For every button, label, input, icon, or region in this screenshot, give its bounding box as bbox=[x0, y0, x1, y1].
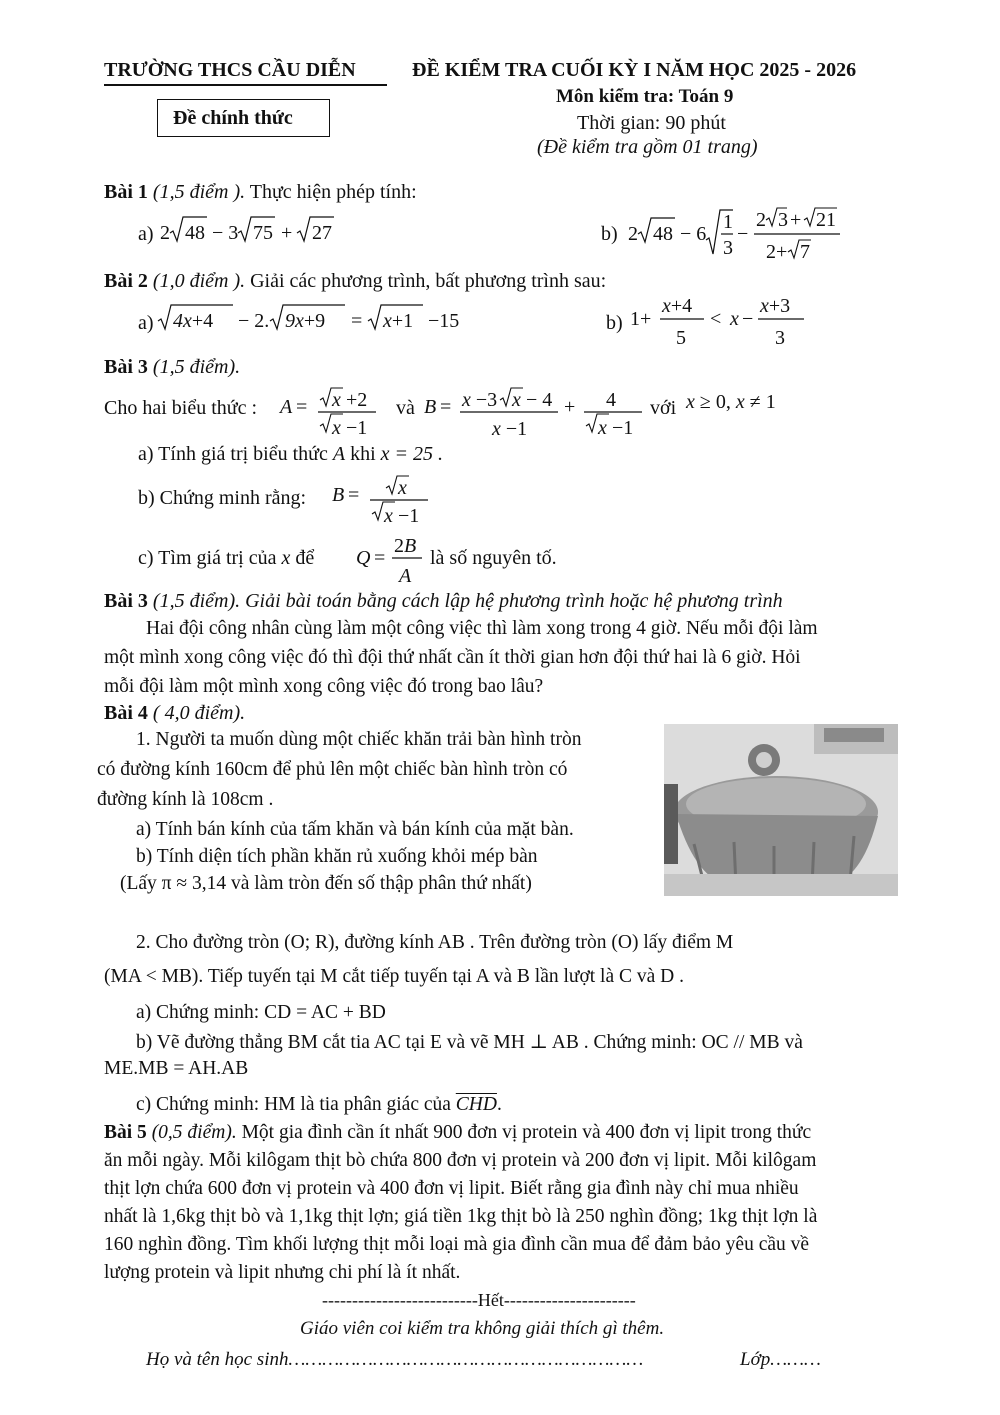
svg-text:48: 48 bbox=[185, 222, 205, 244]
school-name: TRƯỜNG THCS CẦU DIỄN bbox=[104, 59, 356, 81]
svg-text:− 3: − 3 bbox=[212, 222, 239, 244]
bai3b-heading bbox=[104, 590, 783, 613]
svg-text:2+: 2+ bbox=[766, 241, 788, 263]
bai1-a-label: a) bbox=[138, 223, 154, 245]
svg-text:2: 2 bbox=[628, 223, 638, 245]
svg-text:−: − bbox=[737, 223, 749, 245]
bai4-p2-line2: (MA < MB). Tiếp tuyến tại M cắt tiếp tuyến tại A và B lần lượt là C và D . bbox=[104, 966, 685, 987]
svg-text:21: 21 bbox=[816, 209, 836, 231]
student-name-field: Họ và tên học sinh……………………………………………………… bbox=[146, 1349, 644, 1370]
svg-text:4x+4: 4x+4 bbox=[173, 310, 214, 332]
bai4-p2-line1: 2. Cho đường tròn (O; R), đường kính AB . Trên đường tròn (O) lấy điểm M bbox=[136, 932, 734, 953]
proctor-note: Giáo viên coi kiểm tra không giải thích gì thêm. bbox=[300, 1318, 665, 1339]
svg-text:x+1: x+1 bbox=[383, 310, 414, 332]
svg-text:75: 75 bbox=[253, 222, 273, 244]
svg-text:x: x bbox=[332, 417, 341, 439]
bai3-a-cond: x = 25 . bbox=[380, 443, 444, 465]
bai1-title: Bài 1 bbox=[104, 181, 148, 203]
bai3-condition bbox=[686, 386, 796, 416]
svg-text:2B: 2B bbox=[394, 535, 417, 557]
subject-line: Môn kiểm tra: Toán 9 bbox=[556, 86, 734, 107]
bai2-title: Bài 2 bbox=[104, 270, 148, 292]
bai5-line5: 160 nghìn đồng. Tìm khối lượng thịt mỗi loại mà gia đình cần mua để đảm bảo yêu cầu về bbox=[104, 1234, 810, 1255]
svg-text:+2: +2 bbox=[346, 389, 368, 411]
bai3-c-var: x bbox=[281, 547, 291, 569]
bai4-p1-b: b) Tính diện tích phần khăn rủ xuống khỏi mép bàn bbox=[136, 846, 538, 867]
svg-text:2: 2 bbox=[160, 222, 170, 244]
svg-text:+: + bbox=[564, 396, 576, 418]
official-label: Đề chính thức bbox=[173, 107, 293, 129]
bai5-line2: ăn mỗi ngày. Mỗi kilôgam thịt bò chứa 800 đơn vị protein và 200 đơn vị lipit. Mỗi kilôgam bbox=[104, 1150, 817, 1171]
svg-text:x: x bbox=[398, 477, 407, 499]
svg-text:1+: 1+ bbox=[630, 308, 652, 330]
school-underline bbox=[104, 84, 387, 86]
bai3b-instruction: Giải bài toán bằng cách lập hệ phương trình hoặc hệ phương trình bbox=[245, 590, 783, 612]
bai4-p1-line3: đường kính là 108cm . bbox=[97, 789, 274, 810]
bai3b-line3: mỗi đội làm một mình xong công việc đó trong bao lâu? bbox=[104, 676, 544, 697]
bai3-a-when: khi bbox=[350, 443, 376, 465]
bai4-p1-line2: có đường kính 160cm để phủ lên một chiếc bàn hình tròn có bbox=[97, 759, 568, 780]
bai5-line6: lượng protein và lipit nhưng chi phí là ít nhất. bbox=[104, 1262, 461, 1283]
svg-text:x: x bbox=[332, 389, 341, 411]
svg-text:=: = bbox=[440, 396, 452, 418]
svg-text:x −3: x −3 bbox=[462, 389, 498, 411]
svg-text:x: x bbox=[384, 505, 393, 527]
bai3-heading bbox=[104, 356, 240, 379]
bai2-a-formula bbox=[158, 298, 468, 338]
bai1-heading bbox=[104, 181, 417, 204]
bai4-title: Bài 4 bbox=[104, 702, 148, 724]
svg-text:4: 4 bbox=[606, 389, 616, 411]
bai5-line1-wrap bbox=[104, 1122, 811, 1144]
bai3-a-text: a) Tính giá trị biểu thức bbox=[138, 443, 328, 465]
bai2-heading bbox=[104, 270, 606, 293]
svg-text:+: + bbox=[281, 222, 293, 244]
tablecloth-photo bbox=[664, 724, 898, 896]
bai3b-line1: Hai đội công nhân cùng làm một công việc thì làm xong trong 4 giờ. Nếu mỗi đội làm bbox=[146, 618, 818, 639]
svg-text:<: < bbox=[710, 308, 722, 330]
bai5-line4: nhất là 1,6kg thịt bò và 1,1kg thịt lợn; giá tiền 1kg thịt bò là 250 nghìn đồng; 1kg thịt lợn là bbox=[104, 1206, 818, 1227]
bai1-points: (1,5 điểm ). bbox=[152, 181, 246, 203]
bai5-points: (0,5 điểm). bbox=[151, 1122, 237, 1143]
bai3-intro: Cho hai biểu thức : bbox=[104, 397, 258, 419]
bai3-c-formula bbox=[356, 530, 426, 590]
svg-text:=: = bbox=[348, 484, 360, 506]
bai5-title: Bài 5 bbox=[104, 1122, 147, 1143]
bai5-line1: Một gia đình cần ít nhất 900 đơn vị protein và 400 đơn vị lipit trong thức bbox=[241, 1122, 812, 1143]
svg-text:x: x bbox=[598, 417, 607, 439]
svg-text:−1: −1 bbox=[346, 417, 368, 439]
bai3-a-var: A bbox=[332, 443, 346, 465]
svg-text:x: x bbox=[730, 308, 739, 330]
bai3-title: Bài 3 bbox=[104, 356, 148, 378]
bai2-points: (1,0 điểm ). bbox=[152, 270, 246, 292]
svg-text:1: 1 bbox=[723, 211, 733, 233]
bai4-p2-b2: ME.MB = AH.AB bbox=[104, 1058, 249, 1079]
bai3b-line2: một mình xong công việc đó thì đội thứ nhất cần ít thời gian hơn đội thứ hai là 6 giờ. Hỏi bbox=[104, 647, 801, 668]
bai5-line3: thịt lợn chứa 600 đơn vị protein và 400 đơn vị lipit. Biết rằng gia đình này chỉ mua nhiều bbox=[104, 1178, 799, 1199]
bai1-a-formula bbox=[160, 210, 350, 250]
expr-A bbox=[280, 378, 390, 442]
svg-text:5: 5 bbox=[676, 327, 686, 349]
bai3-with: với bbox=[650, 397, 677, 419]
svg-text:B: B bbox=[424, 396, 437, 418]
svg-text:−: − bbox=[742, 308, 754, 330]
bai2-b-label: b) bbox=[606, 312, 623, 334]
svg-text:B: B bbox=[332, 484, 345, 506]
svg-text:x: x bbox=[512, 389, 521, 411]
svg-text:48: 48 bbox=[653, 223, 673, 245]
bai4-p2-c-end: . bbox=[496, 1094, 502, 1115]
bai3-c-line bbox=[138, 547, 314, 570]
svg-text:9x+9: 9x+9 bbox=[285, 310, 326, 332]
svg-text:+: + bbox=[790, 209, 802, 231]
bai4-p1-line1: 1. Người ta muốn dùng một chiếc khăn trải bàn hình tròn bbox=[136, 729, 582, 750]
svg-text:=: = bbox=[296, 396, 308, 418]
bai3-c-for: để bbox=[295, 547, 315, 569]
bai1-prompt: Thực hiện phép tính: bbox=[249, 181, 417, 203]
bai3-b-text: b) Chứng minh rằng: bbox=[138, 487, 307, 509]
svg-text:7: 7 bbox=[800, 241, 810, 263]
exam-title: ĐỀ KIỂM TRA CUỐI KỲ I NĂM HỌC 2025 - 2026 bbox=[412, 59, 857, 81]
svg-text:− 2.: − 2. bbox=[238, 310, 270, 332]
svg-text:− 4: − 4 bbox=[526, 389, 553, 411]
svg-text:A: A bbox=[399, 565, 412, 587]
bai1-b-label: b) bbox=[601, 223, 618, 245]
exam-time: Thời gian: 90 phút bbox=[577, 112, 726, 134]
bai3-a-line bbox=[138, 443, 443, 466]
bai4-p2-b1: b) Vẽ đường thẳng BM cắt tia AC tại E và vẽ MH ⊥ AB . Chứng minh: OC // MB và bbox=[136, 1032, 803, 1053]
bai2-prompt: Giải các phương trình, bất phương trình sau: bbox=[250, 270, 607, 292]
bai4-p1-note: (Lấy π ≈ 3,14 và làm tròn đến số thập phân thứ nhất) bbox=[120, 873, 532, 894]
svg-text:x −1: x −1 bbox=[492, 418, 528, 440]
svg-text:3: 3 bbox=[778, 209, 788, 231]
bai1-b-formula bbox=[626, 200, 846, 264]
bai3-and: và bbox=[396, 397, 415, 419]
svg-text:3: 3 bbox=[723, 237, 733, 259]
svg-text:−1: −1 bbox=[398, 505, 420, 527]
bai3b-points: (1,5 điểm). bbox=[152, 590, 241, 612]
bai4-points: ( 4,0 điểm). bbox=[152, 702, 246, 724]
official-box bbox=[157, 99, 330, 137]
bai4-p1-a: a) Tính bán kính của tấm khăn và bán kính của mặt bàn. bbox=[136, 819, 574, 840]
bai3-b-formula bbox=[332, 466, 442, 530]
pages-note: (Đề kiểm tra gồm 01 trang) bbox=[537, 136, 758, 158]
bai3-points: (1,5 điểm). bbox=[152, 356, 241, 378]
svg-text:x+4: x+4 bbox=[662, 295, 693, 317]
bai4-p2-c-text: c) Chứng minh: HM là tia phân giác của bbox=[136, 1094, 451, 1115]
svg-text:3: 3 bbox=[775, 327, 785, 349]
svg-text:=: = bbox=[374, 547, 386, 569]
svg-text:A: A bbox=[280, 396, 293, 418]
tablecloth-illustration bbox=[664, 724, 898, 896]
bai2-a-label: a) bbox=[138, 312, 154, 334]
class-field: Lớp……… bbox=[740, 1349, 821, 1370]
bai3-c-end: là số nguyên tố. bbox=[430, 547, 557, 569]
svg-text:27: 27 bbox=[312, 222, 332, 244]
svg-text:x ≥ 0, x ≠ 1: x ≥ 0, x ≠ 1 bbox=[686, 391, 776, 413]
svg-text:2: 2 bbox=[756, 209, 766, 231]
bai4-p2-c-line bbox=[136, 1094, 502, 1116]
bai3b-title: Bài 3 bbox=[104, 590, 148, 612]
bai4-p2-a: a) Chứng minh: CD = AC + BD bbox=[136, 1002, 386, 1023]
svg-text:=: = bbox=[351, 310, 363, 332]
svg-text:−15: −15 bbox=[428, 310, 460, 332]
svg-text:− 6: − 6 bbox=[680, 223, 707, 245]
expr-B bbox=[424, 378, 654, 442]
bai3-c-text: c) Tìm giá trị của bbox=[138, 547, 277, 569]
svg-text:−1: −1 bbox=[612, 417, 634, 439]
bai2-b-formula bbox=[630, 290, 820, 352]
svg-text:Q: Q bbox=[356, 547, 371, 569]
end-marker: --------------------------Hết---------------------- bbox=[322, 1290, 636, 1310]
bai4-p2-c-angle: $\overline{CHD}$ bbox=[455, 1094, 497, 1115]
svg-text:x+3: x+3 bbox=[760, 295, 791, 317]
bai4-heading bbox=[104, 702, 245, 725]
